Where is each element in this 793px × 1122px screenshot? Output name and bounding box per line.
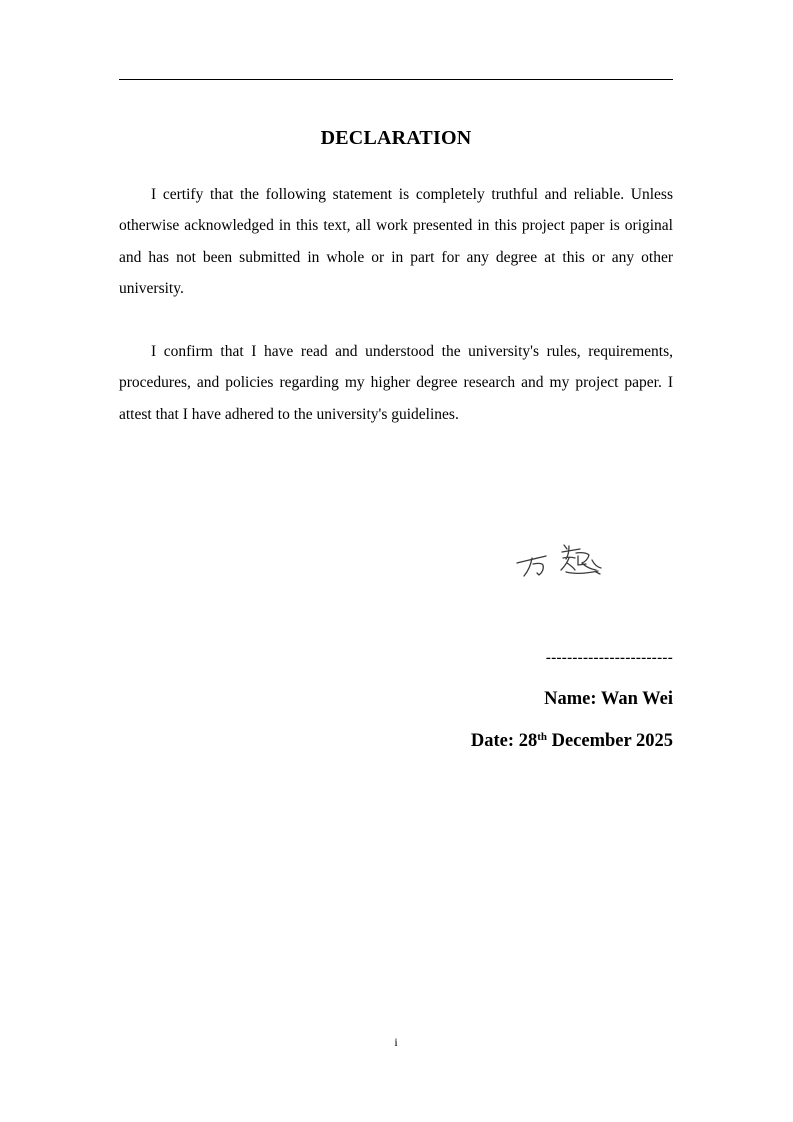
page-number: i xyxy=(394,1035,398,1049)
date-day: 28 xyxy=(518,731,538,751)
name-value: Wan Wei xyxy=(600,689,673,709)
signatory-name xyxy=(373,686,673,712)
signature-line: ------------------------ xyxy=(545,650,673,666)
handwritten-signature xyxy=(512,532,612,584)
declaration-paragraph-2: I confirm that I have read and understood the university's rules, requirements, procedures, and policies regarding my higher degree research and my project paper. I attest that I have adhered to the university's guidelines. xyxy=(119,343,673,423)
declaration-paragraph-1: I certify that the following statement is completely truthful and reliable. Unless otherwise acknowledged in this text, all work presented in this project paper is original and has not been submitted in whole or in part for any degree at this or any other university. xyxy=(119,186,673,297)
name-label: Name: xyxy=(544,689,597,709)
header-rule xyxy=(119,79,673,80)
date-ordinal-suffix: th xyxy=(537,731,547,743)
date-label: Date: xyxy=(470,731,515,751)
date-month-year: December 2025 xyxy=(551,731,673,751)
page-title: DECLARATION xyxy=(320,127,472,149)
signature-date xyxy=(373,728,673,754)
